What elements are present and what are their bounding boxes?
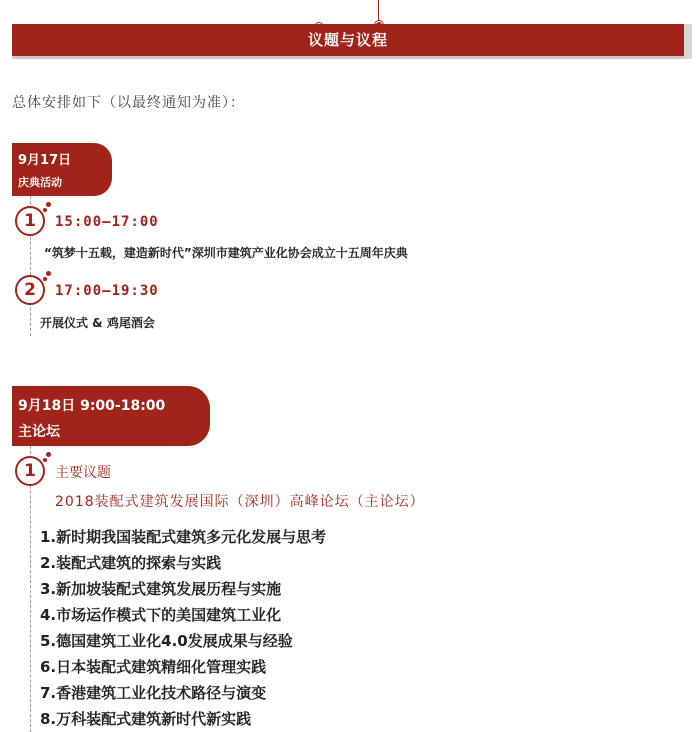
- day1-tab: [12, 143, 112, 196]
- header-decor-line: [378, 0, 379, 22]
- header-title: 议题与议程: [307, 31, 388, 49]
- list-item: 3.新加坡装配式建筑发展历程与实施: [40, 580, 282, 598]
- day1-item2-time: 17:00—19:30: [55, 283, 159, 299]
- day2-item1-title: 主要议题: [55, 465, 111, 481]
- list-item: 8.万科装配式建筑新时代新实践: [40, 710, 252, 728]
- intro-text: 总体安排如下（以最终通知为准）：: [12, 95, 245, 111]
- list-item: 6.日本装配式建筑精细化管理实践: [40, 658, 267, 676]
- day2-timeline: [30, 446, 31, 732]
- day2-date: 9月18日 9:00-18:00: [18, 398, 166, 414]
- day2-item1-subtitle: 2018装配式建筑发展国际（深圳）高峰论坛（主论坛）: [55, 494, 425, 510]
- topic-list: [40, 524, 326, 732]
- list-item: 2.装配式建筑的探索与实践: [40, 554, 222, 572]
- day1-item1-time: 15:00—17:00: [55, 214, 159, 230]
- list-item: 7.香港建筑工业化技术路径与演变: [40, 684, 267, 702]
- day1-item2-desc: 开展仪式 & 鸡尾酒会: [40, 316, 155, 330]
- day2-subtitle: 主论坛: [18, 424, 60, 440]
- day2-tab: [12, 386, 210, 446]
- day2-item1-number: 1: [15, 456, 45, 486]
- day1-item1-number: 1: [15, 206, 45, 236]
- day1-subtitle: 庆典活动: [18, 176, 62, 189]
- section-header: [12, 0, 692, 62]
- header-bar: [12, 24, 684, 59]
- day1-date: 9月17日: [18, 153, 72, 168]
- list-item: 4.市场运作模式下的美国建筑工业化: [40, 606, 282, 624]
- day1-item1-desc: “筑梦十五载，建造新时代”深圳市建筑产业化协会成立十五周年庆典: [44, 246, 408, 260]
- day1-item2-number: 2: [15, 275, 45, 305]
- list-item: 5.德国建筑工业化4.0发展成果与经验: [40, 632, 293, 650]
- list-item: 1.新时期我国装配式建筑多元化发展与思考: [40, 528, 327, 546]
